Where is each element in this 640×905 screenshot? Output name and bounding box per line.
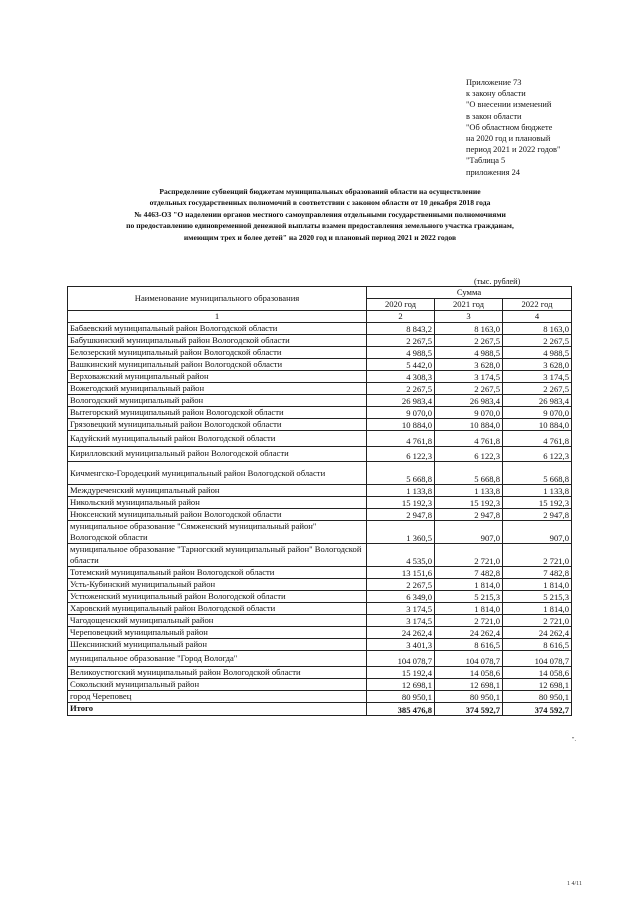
municipality-name: Тотемский муниципальный район Вологодской области — [68, 567, 367, 579]
municipality-name: Вашкинский муниципальный район Вологодской области — [68, 359, 367, 371]
amount-2020: 3 174,5 — [367, 603, 435, 615]
table-row — [68, 462, 572, 485]
municipality-name: Грязовецкий муниципальный район Вологодской области — [68, 419, 367, 431]
amount-2022: 2 267,5 — [503, 335, 572, 347]
document-title — [70, 186, 570, 243]
municipality-name: Сокольский муниципальный район — [68, 678, 367, 690]
municipality-name: муниципальное образование "Тарногский муниципальный район" Вологодской области — [68, 544, 367, 567]
amount-2022: 2 947,8 — [503, 509, 572, 521]
amount-2021: 80 950,1 — [435, 690, 503, 702]
amount-2020: 26 983,4 — [367, 395, 435, 407]
amount-2020: 5 668,8 — [367, 462, 435, 485]
amount-2021: 2 267,5 — [435, 335, 503, 347]
municipality-name: Харовский муниципальный район Вологодской области — [68, 603, 367, 615]
amount-2022: 8 616,5 — [503, 639, 572, 651]
amount-2021: 6 122,3 — [435, 446, 503, 462]
amount-2022: 9 070,0 — [503, 407, 572, 419]
municipality-name: Череповецкий муниципальный район — [68, 627, 367, 639]
amount-2020: 2 947,8 — [367, 509, 435, 521]
amount-2020: 8 843,2 — [367, 323, 435, 335]
table-row — [68, 690, 572, 702]
table-row — [68, 407, 572, 419]
amount-2022: 5 668,8 — [503, 462, 572, 485]
amount-2020: 15 192,4 — [367, 666, 435, 678]
amount-2022: 26 983,4 — [503, 395, 572, 407]
table-row — [68, 651, 572, 667]
municipality-name: Шекснинский муниципальный район — [68, 639, 367, 651]
appendix-line: к закону области — [466, 89, 526, 99]
appendix-line: "Об областном бюджете — [466, 122, 553, 132]
amount-2021: 2 947,8 — [435, 509, 503, 521]
amount-2021: 14 058,6 — [435, 666, 503, 678]
amount-2022: 907,0 — [503, 521, 572, 544]
amount-2020: 4 535,0 — [367, 544, 435, 567]
municipality-name: Кирилловский муниципальный район Вологодской области — [68, 446, 367, 462]
col-number: 4 — [503, 311, 572, 323]
table-row — [68, 419, 572, 431]
table-row — [68, 383, 572, 395]
amount-2022: 4 988,5 — [503, 347, 572, 359]
table-row — [68, 666, 572, 678]
header-sum: Сумма — [367, 287, 572, 299]
total-2021: 374 592,7 — [435, 702, 503, 715]
header-year-2020: 2020 год — [367, 299, 435, 311]
page-marker: 1 4/11 — [567, 881, 582, 887]
amount-2022: 2 267,5 — [503, 383, 572, 395]
appendix-line: "О внесении изменений — [466, 100, 552, 110]
title-line: № 4463-ОЗ "О наделении органов местного самоуправления отдельными государственными полномочиями — [134, 209, 506, 219]
municipality-name: Никольский муниципальный район — [68, 497, 367, 509]
title-line: по предоставлению единовременной денежной выплаты взамен предоставления земельного участка гражданам, — [126, 221, 514, 231]
amount-2020: 15 192,3 — [367, 497, 435, 509]
amount-2022: 3 628,0 — [503, 359, 572, 371]
amount-2020: 2 267,5 — [367, 383, 435, 395]
header-name: Наименование муниципального образования — [68, 287, 367, 311]
appendix-note — [466, 77, 631, 178]
table-row — [68, 431, 572, 447]
amount-2022: 3 174,5 — [503, 371, 572, 383]
amount-2021: 8 163,0 — [435, 323, 503, 335]
col-number: 2 — [367, 311, 435, 323]
amount-2021: 5 215,3 — [435, 591, 503, 603]
municipality-name: муниципальное образование "Город Вологда" — [68, 651, 367, 667]
title-line: имеющим трех и более детей" на 2020 год и плановый период 2021 и 2022 годов — [183, 232, 457, 242]
amount-2020: 80 950,1 — [367, 690, 435, 702]
municipality-name: Кадуйский муниципальный район Вологодской области — [68, 431, 367, 447]
amount-2021: 4 988,5 — [435, 347, 503, 359]
table-row — [68, 335, 572, 347]
amount-2020: 10 884,0 — [367, 419, 435, 431]
amount-2021: 2 721,0 — [435, 615, 503, 627]
amount-2020: 3 174,5 — [367, 615, 435, 627]
municipality-name: Великоустюгский муниципальный район Вологодской области — [68, 666, 367, 678]
amount-2022: 4 761,8 — [503, 431, 572, 447]
amount-2020: 4 308,3 — [367, 371, 435, 383]
municipality-name: Устюженский муниципальный район Вологодской области — [68, 591, 367, 603]
amount-2022: 80 950,1 — [503, 690, 572, 702]
table-row — [68, 521, 572, 544]
table-row — [68, 446, 572, 462]
amount-2020: 9 070,0 — [367, 407, 435, 419]
amount-2021: 1 814,0 — [435, 603, 503, 615]
amount-2021: 104 078,7 — [435, 651, 503, 667]
amount-2022: 1 814,0 — [503, 579, 572, 591]
table-row — [68, 579, 572, 591]
amount-2020: 6 122,3 — [367, 446, 435, 462]
amount-2022: 1 814,0 — [503, 603, 572, 615]
municipality-name: муниципальное образование "Сямженский муниципальный район" Вологодской области — [68, 521, 367, 544]
total-2022: 374 592,7 — [503, 702, 572, 715]
amount-2021: 12 698,1 — [435, 678, 503, 690]
amount-2020: 13 151,6 — [367, 567, 435, 579]
amount-2020: 4 761,8 — [367, 431, 435, 447]
municipality-name: Чагодощенский муниципальный район — [68, 615, 367, 627]
amount-2021: 7 482,8 — [435, 567, 503, 579]
table-row — [68, 615, 572, 627]
amount-2022: 1 133,8 — [503, 485, 572, 497]
municipality-name: Бабаевский муниципальный район Вологодской области — [68, 323, 367, 335]
amount-2022: 24 262,4 — [503, 627, 572, 639]
total-2020: 385 476,8 — [367, 702, 435, 715]
appendix-line: на 2020 год и плановый — [466, 134, 551, 144]
amount-2020: 4 988,5 — [367, 347, 435, 359]
amount-2021: 5 668,8 — [435, 462, 503, 485]
amount-2021: 1 133,8 — [435, 485, 503, 497]
amount-2021: 1 814,0 — [435, 579, 503, 591]
table-row — [68, 359, 572, 371]
appendix-line: период 2021 и 2022 годов" — [466, 145, 561, 155]
amount-2022: 5 215,3 — [503, 591, 572, 603]
table-row — [68, 323, 572, 335]
table-row — [68, 509, 572, 521]
table-row — [68, 485, 572, 497]
municipality-name: Бабушкинский муниципальный район Вологодской области — [68, 335, 367, 347]
amount-2022: 14 058,6 — [503, 666, 572, 678]
amount-2020: 2 267,5 — [367, 579, 435, 591]
amount-2021: 907,0 — [435, 521, 503, 544]
table-row — [68, 567, 572, 579]
appendix-line: Приложение 73 — [466, 78, 522, 87]
amount-2020: 5 442,0 — [367, 359, 435, 371]
header-year-2021: 2021 год — [435, 299, 503, 311]
amount-2021: 10 884,0 — [435, 419, 503, 431]
table-row — [68, 497, 572, 509]
appendix-line: приложения 24 — [466, 167, 520, 177]
col-number: 3 — [435, 311, 503, 323]
table-row — [68, 627, 572, 639]
municipality-name: Вытегорский муниципальный район Вологодской области — [68, 407, 367, 419]
table-row — [68, 395, 572, 407]
amount-2022: 8 163,0 — [503, 323, 572, 335]
table-row — [68, 347, 572, 359]
amount-2020: 12 698,1 — [367, 678, 435, 690]
municipality-name: Вожегодский муниципальный район — [68, 383, 367, 395]
units-label: (тыс. рублей) — [474, 277, 521, 286]
amount-2021: 2 267,5 — [435, 383, 503, 395]
amount-2022: 10 884,0 — [503, 419, 572, 431]
amount-2021: 4 761,8 — [435, 431, 503, 447]
closing-quote-mark: ". — [572, 737, 576, 743]
municipality-name: Междуреченский муниципальный район — [68, 485, 367, 497]
amount-2021: 24 262,4 — [435, 627, 503, 639]
appendix-line: "Таблица 5 — [466, 156, 506, 166]
amount-2020: 24 262,4 — [367, 627, 435, 639]
table-row — [68, 678, 572, 690]
amount-2022: 7 482,8 — [503, 567, 572, 579]
amount-2020: 2 267,5 — [367, 335, 435, 347]
amount-2020: 104 078,7 — [367, 651, 435, 667]
amount-2021: 8 616,5 — [435, 639, 503, 651]
table-row — [68, 371, 572, 383]
header-year-2022: 2022 год — [503, 299, 572, 311]
title-line: отдельных государственных полномочий в соответствии с законом области от 10 декабря 2018 года — [149, 198, 491, 208]
amount-2021: 2 721,0 — [435, 544, 503, 567]
municipality-name: Усть-Кубинский муниципальный район — [68, 579, 367, 591]
amount-2021: 26 983,4 — [435, 395, 503, 407]
amount-2021: 15 192,3 — [435, 497, 503, 509]
amount-2022: 12 698,1 — [503, 678, 572, 690]
amount-2020: 6 349,0 — [367, 591, 435, 603]
table-row — [68, 591, 572, 603]
municipality-name: Белозерский муниципальный район Вологодской области — [68, 347, 367, 359]
municipality-name: город Череповец — [68, 690, 367, 702]
table-row — [68, 603, 572, 615]
amount-2020: 1 133,8 — [367, 485, 435, 497]
amount-2020: 3 401,3 — [367, 639, 435, 651]
municipality-name: Вологодский муниципальный район — [68, 395, 367, 407]
amount-2022: 104 078,7 — [503, 651, 572, 667]
subvention-table — [67, 286, 572, 716]
municipality-name: Верховажский муниципальный район — [68, 371, 367, 383]
col-number: 1 — [68, 311, 367, 323]
amount-2022: 15 192,3 — [503, 497, 572, 509]
table-row — [68, 544, 572, 567]
amount-2022: 2 721,0 — [503, 544, 572, 567]
amount-2022: 6 122,3 — [503, 446, 572, 462]
amount-2021: 3 174,5 — [435, 371, 503, 383]
amount-2021: 3 628,0 — [435, 359, 503, 371]
amount-2020: 1 360,5 — [367, 521, 435, 544]
appendix-line: в закон области — [466, 111, 522, 121]
municipality-name: Кичменгско-Городецкий муниципальный район Вологодской области — [68, 462, 367, 485]
amount-2022: 2 721,0 — [503, 615, 572, 627]
table-row — [68, 639, 572, 651]
total-label: Итого — [68, 702, 367, 715]
total-row — [68, 702, 572, 715]
amount-2021: 9 070,0 — [435, 407, 503, 419]
title-line: Распределение субвенций бюджетам муниципальных образований области на осуществление — [159, 187, 481, 196]
municipality-name: Нюксенский муниципальный район Вологодской области — [68, 509, 367, 521]
